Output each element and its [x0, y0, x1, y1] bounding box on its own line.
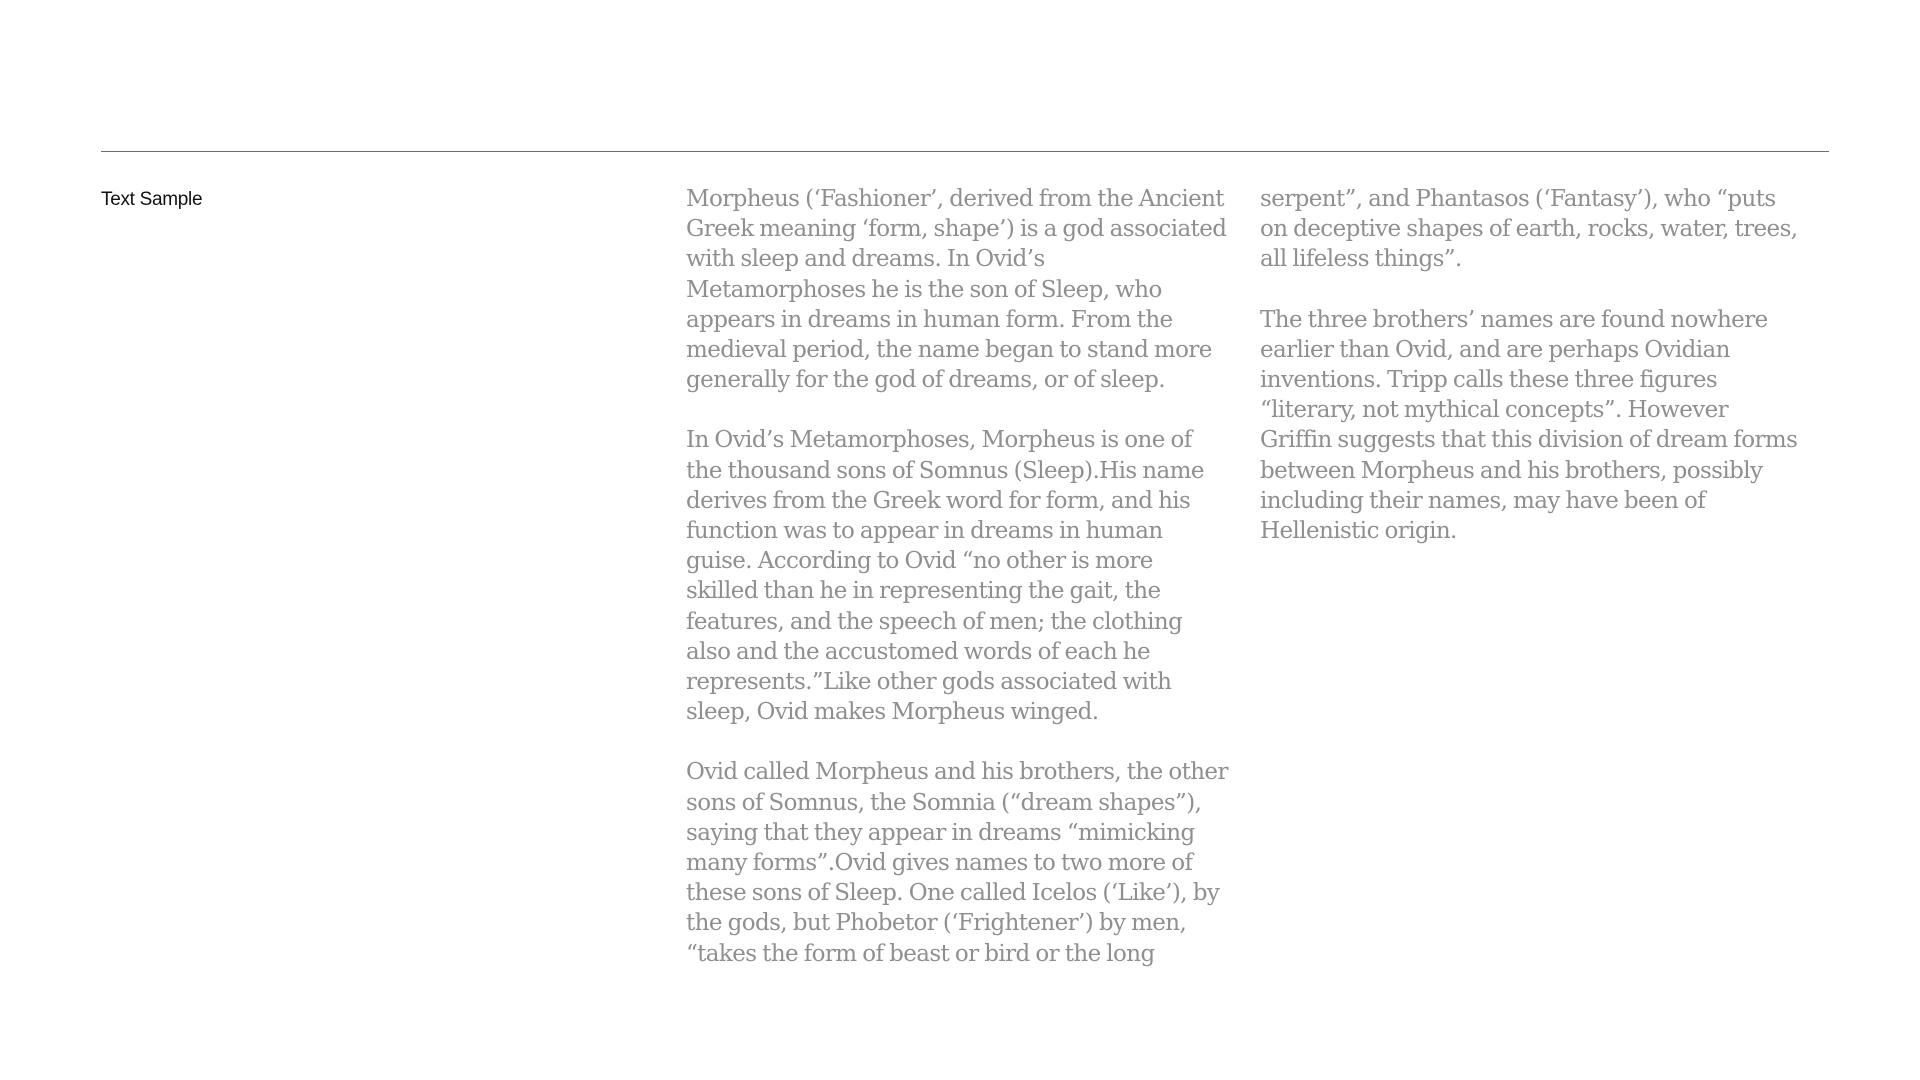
paragraph: The three brothers’ names are found nowhere earlier than Ovid, and are perhaps Ovidian inventions. Tripp calls these three figures “literary, not mythical concepts”. However Griffin suggests that this division of dream forms between Morpheus and his brothers, possibly including their names, may have been of Hellenistic origin.: [1260, 306, 1798, 545]
paragraph: Ovid called Morpheus and his brothers, the other sons of Somnus, the Somnia (“dream shapes”), saying that they appear in dreams “mimicking many forms”.Ovid gives names to two more of these sons of Sleep. One called Icelos (‘Like’), by the gods, but Phobetor (‘Frightener’) by men, “takes the form of beast or bird or the long serpent”, and Phantasos (‘Fantasy’), who “puts on deceptive shapes of earth, rocks, water, trees, all lifeless things”.: [686, 186, 1798, 967]
paragraph: Morpheus (‘Fashioner’, derived from the Ancient Greek meaning ‘form, shape’) is a god associated with sleep and dreams. In Ovid’s Metamorphoses he is the son of Sleep, who appears in dreams in human form. From the medieval period, the name began to stand more generally for the god of dreams, or of sleep.: [686, 186, 1227, 394]
divider: [101, 151, 1829, 152]
section-label: Text Sample: [101, 189, 203, 210]
paragraph: In Ovid’s Metamorphoses, Morpheus is one of the thousand sons of Somnus (Sleep).His name derives from the Greek word for form, and his function was to appear in dreams in human guise. According to Ovid “no other is more skilled than he in representing the gait, the features, and the speech of men; the clothing also and the accustomed words of each he represents.”Like other gods associated with sleep, Ovid makes Morpheus winged.: [686, 427, 1204, 726]
text-columns: [686, 184, 1802, 974]
